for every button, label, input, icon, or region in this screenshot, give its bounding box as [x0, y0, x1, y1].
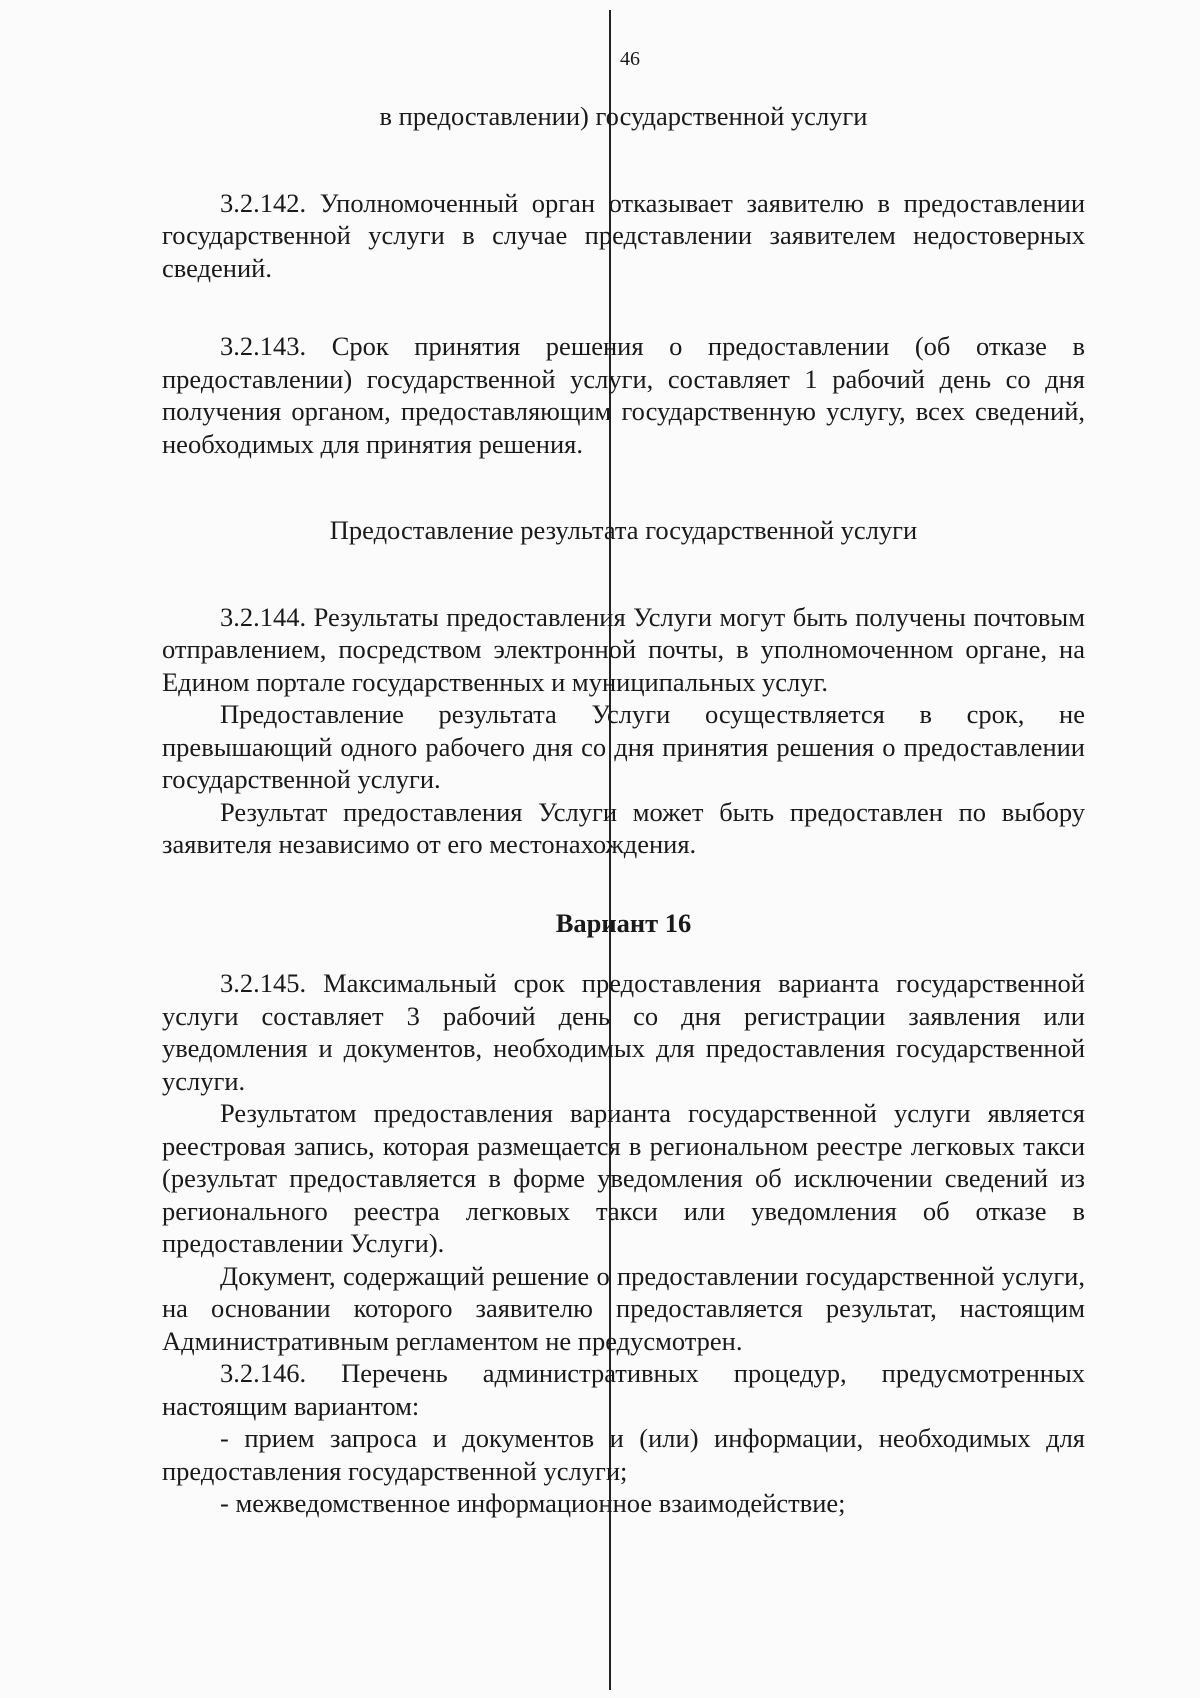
paragraph-result-place: Результат предоставления Услуги может быть предоставлен по выбору заявителя независимо от его местонахождения. — [162, 796, 1085, 859]
paragraph-result-term: Предоставление результата Услуги осуществляется в срок, не превышающий одного рабочего дня со дня принятия решения о предоставлении государственной услуги. — [162, 699, 1085, 794]
page-number: 46 — [620, 48, 640, 70]
section-heading-result: Предоставление результата государственной услуги — [329, 515, 918, 545]
list-item-procedure-1: - прием запроса и документов и (или) информации, необходимых для предоставления государственной услуги; — [162, 1423, 1085, 1486]
paragraph-3-2-144: 3.2.144. Результаты предоставления Услуги могут быть получены почтовым отправлением, посредством электронной почты, в уполномоченном органе, на Едином портале государственных и муниципальных услуг. — [162, 601, 1085, 697]
document-body — [162, 100, 1085, 1520]
section-heading-variant: Вариант 16 — [555, 907, 692, 938]
paragraph-3-2-146: 3.2.146. Перечень административных процедур, предусмотренных настоящим вариантом: — [162, 1358, 1085, 1421]
paragraph-document: Документ, содержащий решение о предоставлении государственной услуги, на основании которого заявителю предоставляется результат, настоящим Административным регламентом не предусмотрен. — [162, 1260, 1085, 1356]
paragraph-3-2-142: 3.2.142. Уполномоченный орган отказывает заявителю в предоставлении государственной услуги в случае представлении заявителем недостоверных сведений. — [162, 187, 1085, 283]
paragraph-result-record: Результатом предоставления варианта государственной услуги является реестровая запись, которая размещается в региональном реестре легковых такси (результат предоставляется в форме уведомления об исключении сведений из регионального реестра легковых такси или уведомления об отказе в предоставлении Услуги). — [162, 1098, 1085, 1258]
paragraph-3-2-143: 3.2.143. Срок принятия решения о предоставлении (об отказе в предоставлении) государственной услуги, составляет 1 рабочий день со дня получения органом, предоставляющим государственную услугу, всех сведений, необходимых для принятия решения. — [162, 331, 1085, 459]
section-heading-continuation: в предоставлении) государственной услуги — [379, 101, 868, 131]
list-item-procedure-2: - межведомственное информационное взаимодействие; — [220, 1488, 846, 1518]
paragraph-3-2-145: 3.2.145. Максимальный срок предоставления варианта государственной услуги составляет 3 рабочий день со дня регистрации заявления или уведомления и документов, необходимых для предоставления государственной услуги. — [162, 968, 1085, 1096]
